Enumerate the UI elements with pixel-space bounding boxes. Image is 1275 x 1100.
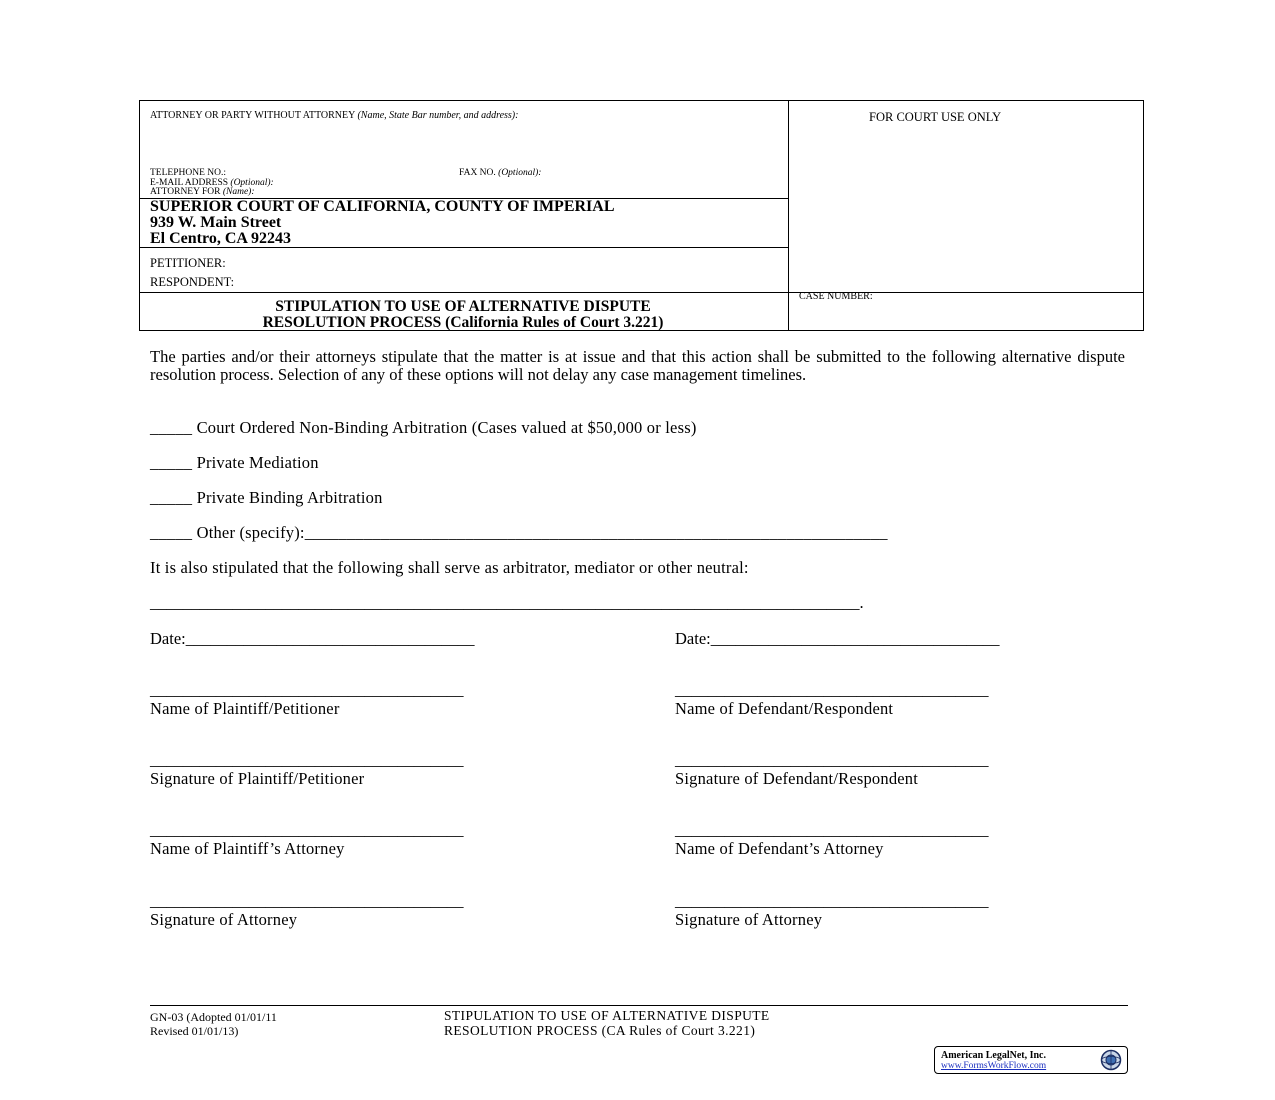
attorney-for-note: (Name): xyxy=(222,187,255,197)
right-label-2: Signature of Defendant/Respondent xyxy=(675,769,919,788)
right-label-1: Name of Defendant/Respondent xyxy=(675,699,894,718)
left-date: Date:___________________________________ xyxy=(150,629,475,648)
court-name: SUPERIOR COURT OF CALIFORNIA, COUNTY OF IMPERIAL xyxy=(150,198,615,215)
publisher-logo xyxy=(934,1046,1128,1074)
globe-icon xyxy=(1099,1049,1123,1071)
court-street: 939 W. Main Street xyxy=(150,214,282,231)
document-title-line1: STIPULATION TO USE OF ALTERNATIVE DISPUTE xyxy=(275,298,651,315)
caption-box xyxy=(139,100,1144,331)
signature-line: ______________________________________ xyxy=(675,891,989,910)
option-arbitration: _____ Court Ordered Non-Binding Arbitration (Cases valued at $50,000 or less) xyxy=(150,418,697,437)
left-label-2: Signature of Plaintiff/Petitioner xyxy=(150,769,365,788)
attorney-for-text: ATTORNEY FOR xyxy=(150,187,221,197)
court-city: El Centro, CA 92243 xyxy=(150,230,292,247)
right-label-3: Name of Defendant’s Attorney xyxy=(675,839,884,858)
document-title-line2: RESOLUTION PROCESS (California Rules of Court 3.221) xyxy=(262,314,664,331)
petitioner-label: PETITIONER: xyxy=(150,256,226,270)
rule xyxy=(140,247,788,248)
footer-title-line2: RESOLUTION PROCESS (CA Rules of Court 3.221) xyxy=(444,1023,756,1038)
signature-line: ______________________________________ xyxy=(675,680,989,699)
fax-note: (Optional): xyxy=(498,168,542,178)
option-other: _____ Other (specify):_____________________________________________________________________ xyxy=(150,523,888,542)
rule xyxy=(140,292,1143,293)
left-label-4: Signature of Attorney xyxy=(150,910,298,929)
left-label-1: Name of Plaintiff/Petitioner xyxy=(150,699,340,718)
attorney-for-label xyxy=(150,187,255,197)
intro-paragraph: The parties and/or their attorneys stipulate that the matter is at issue and that this action shall be submitted to the following alternative dispute resolution process. Selection of any of these options will not delay any case management timelines. xyxy=(150,347,1125,384)
left-label-3: Name of Plaintiff’s Attorney xyxy=(150,839,345,858)
option-mediation: _____ Private Mediation xyxy=(150,453,319,472)
case-number-label: CASE NUMBER: xyxy=(799,291,873,302)
fax-label xyxy=(459,168,541,178)
caption-divider xyxy=(788,101,789,330)
email-note: (Optional): xyxy=(230,178,274,188)
right-label-4: Signature of Attorney xyxy=(675,910,823,929)
attorney-note: (Name, State Bar number, and address): xyxy=(357,110,519,121)
signature-line: ______________________________________ xyxy=(150,680,464,699)
right-date: Date:___________________________________ xyxy=(675,629,1000,648)
court-use-only: FOR COURT USE ONLY xyxy=(869,110,1002,124)
neutral-statement: It is also stipulated that the following shall serve as arbitrator, mediator or other neutral: xyxy=(150,558,749,577)
footer-title-line1: STIPULATION TO USE OF ALTERNATIVE DISPUTE xyxy=(444,1008,770,1023)
signature-line: ______________________________________ xyxy=(675,820,989,839)
logo-url[interactable]: www.FormsWorkFlow.com xyxy=(941,1061,1047,1071)
logo-company-name: American LegalNet, Inc. xyxy=(941,1050,1046,1061)
telephone-label: TELEPHONE NO.: xyxy=(150,168,226,178)
attorney-label-text: ATTORNEY OR PARTY WITHOUT ATTORNEY xyxy=(150,110,355,121)
revised-date: Revised 01/01/13) xyxy=(150,1024,239,1038)
fax-text: FAX NO. xyxy=(459,168,496,178)
form-number: GN-03 (Adopted 01/01/11 xyxy=(150,1010,277,1024)
footer-rule xyxy=(150,1005,1128,1006)
email-text: E-MAIL ADDRESS xyxy=(150,178,229,188)
respondent-label: RESPONDENT: xyxy=(150,275,235,289)
signature-line: ______________________________________ xyxy=(150,891,464,910)
attorney-label xyxy=(150,110,518,121)
signature-line: ______________________________________ xyxy=(150,750,464,769)
option-binding-arbitration: _____ Private Binding Arbitration xyxy=(150,488,383,507)
neutral-line: ______________________________________________________________________________________. xyxy=(150,593,864,612)
signature-line: ______________________________________ xyxy=(675,750,989,769)
signature-line: ______________________________________ xyxy=(150,820,464,839)
